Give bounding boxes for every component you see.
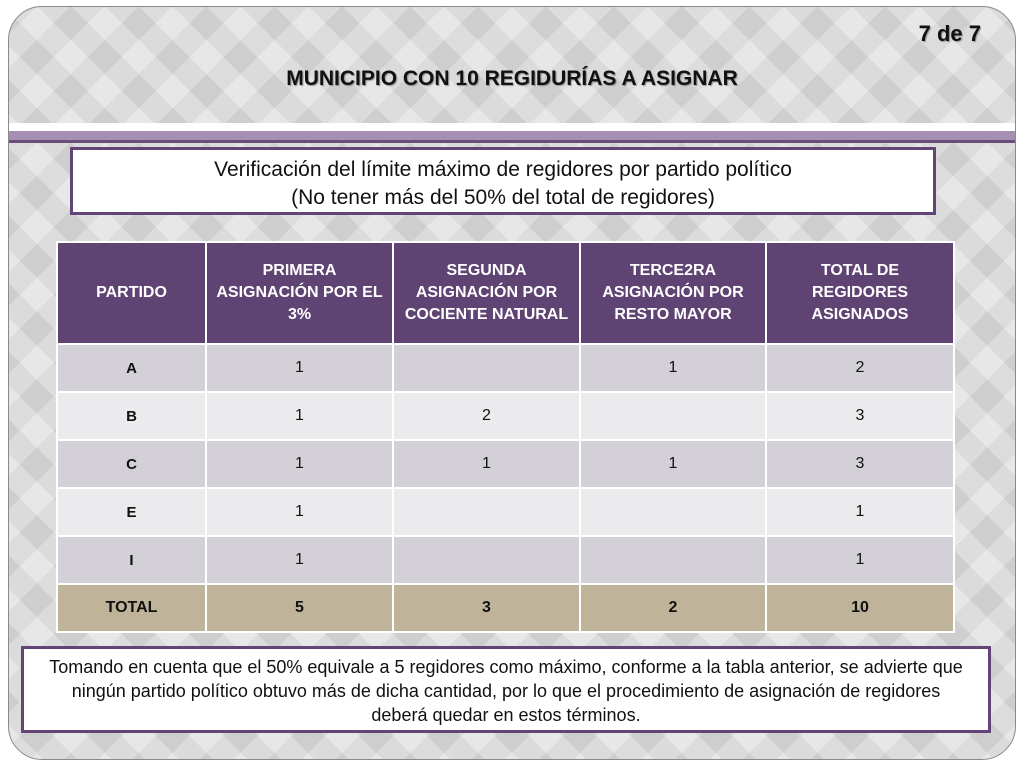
first-assignment-cell: 1 (206, 488, 393, 536)
page-title: MUNICIPIO CON 10 REGIDURÍAS A ASIGNAR (286, 67, 738, 90)
total-cell: 2 (766, 344, 954, 392)
party-cell: E (57, 488, 206, 536)
total-cell: 1 (766, 536, 954, 584)
party-cell: I (57, 536, 206, 584)
total-second-cell: 3 (393, 584, 580, 632)
second-assignment-cell: 2 (393, 392, 580, 440)
third-assignment-cell: 1 (580, 440, 766, 488)
third-assignment-cell (580, 488, 766, 536)
first-assignment-cell: 1 (206, 536, 393, 584)
table-row (57, 440, 954, 488)
party-cell: B (57, 392, 206, 440)
third-assignment-cell (580, 536, 766, 584)
table-row (57, 536, 954, 584)
total-cell: 3 (766, 440, 954, 488)
total-cell: 3 (766, 392, 954, 440)
verification-line-2: (No tener más del 50% del total de regidores) (291, 186, 715, 209)
party-cell: C (57, 440, 206, 488)
header-band-purple (9, 140, 1015, 143)
second-assignment-cell (393, 344, 580, 392)
verification-box (70, 147, 936, 215)
verification-line-1: Verificación del límite máximo de regidores por partido político (214, 158, 792, 181)
first-assignment-cell: 1 (206, 344, 393, 392)
second-assignment-cell (393, 536, 580, 584)
third-assignment-cell: 1 (580, 344, 766, 392)
header-primera-asignacion: PRIMERA ASIGNACIÓN POR EL 3% (206, 242, 393, 344)
header-segunda-asignacion: SEGUNDA ASIGNACIÓN POR COCIENTE NATURAL (393, 242, 580, 344)
second-assignment-cell (393, 488, 580, 536)
third-assignment-cell (580, 392, 766, 440)
table-header-row (57, 242, 954, 344)
header-band-lavender (9, 131, 1015, 140)
second-assignment-cell: 1 (393, 440, 580, 488)
page-number: 7 de 7 (918, 21, 981, 46)
first-assignment-cell: 1 (206, 392, 393, 440)
header-total-regidores: TOTAL DE REGIDORES ASIGNADOS (766, 242, 954, 344)
table-row (57, 392, 954, 440)
header-tercera-asignacion: TERCE2RA ASIGNACIÓN POR RESTO MAYOR (580, 242, 766, 344)
table-row (57, 344, 954, 392)
first-assignment-cell: 1 (206, 440, 393, 488)
table-total-row (57, 584, 954, 632)
total-third-cell: 2 (580, 584, 766, 632)
total-label-cell: TOTAL (57, 584, 206, 632)
total-first-cell: 5 (206, 584, 393, 632)
conclusion-text: Tomando en cuenta que el 50% equivale a 5 regidores como máximo, conforme a la tabla anterior, se advierte que ningún partido político obtuvo más de dicha cantidad, por lo que el procedimiento de asignación de regidores deberá quedar en estos términos. (49, 657, 963, 725)
table-row (57, 488, 954, 536)
total-grand-cell: 10 (766, 584, 954, 632)
conclusion-box (21, 646, 991, 733)
header-partido: PARTIDO (57, 242, 206, 344)
header-band-light (9, 123, 1015, 131)
total-cell: 1 (766, 488, 954, 536)
party-cell: A (57, 344, 206, 392)
assignment-table (56, 241, 955, 633)
